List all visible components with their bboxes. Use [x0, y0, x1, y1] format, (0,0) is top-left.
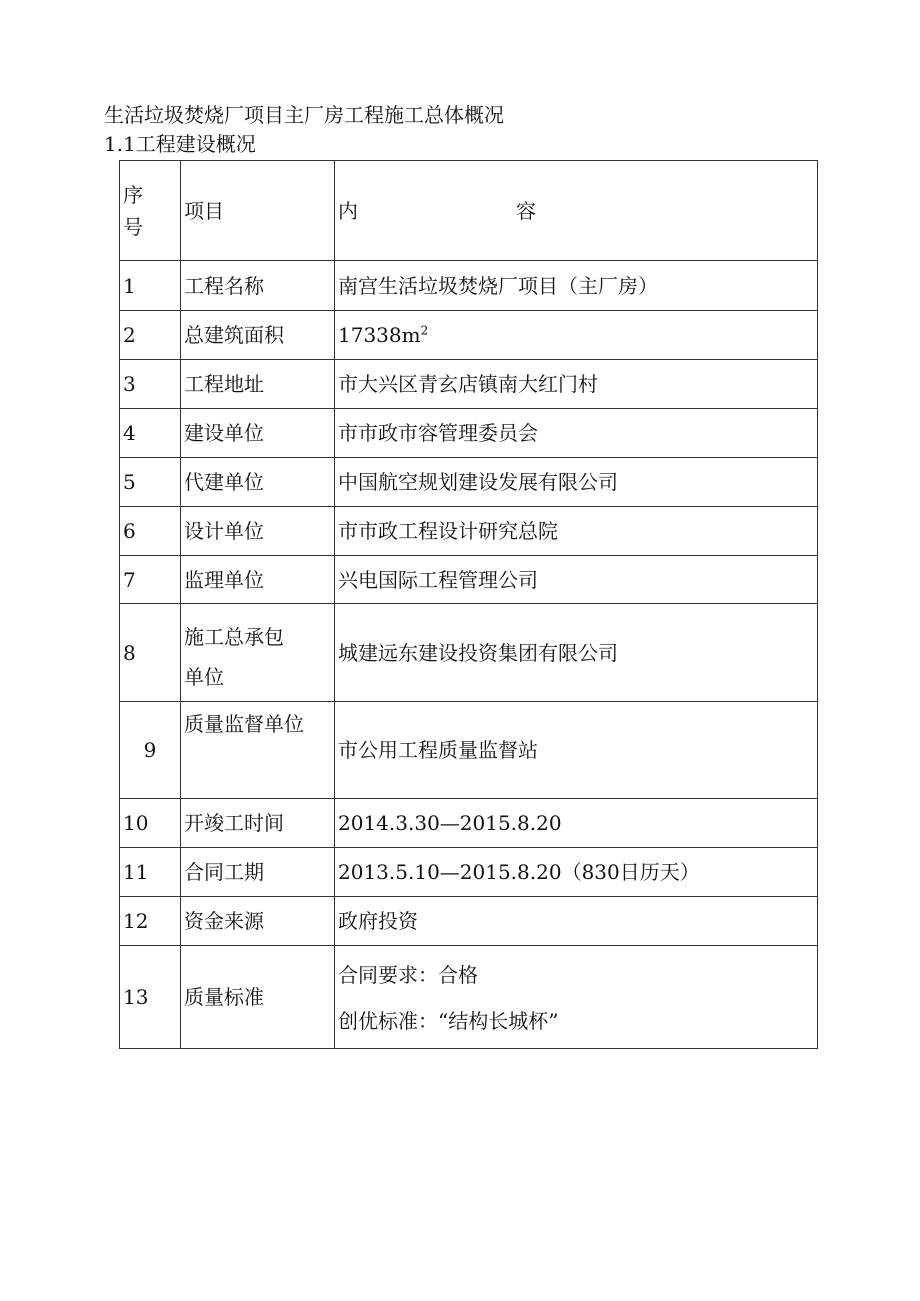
table-row — [120, 311, 818, 360]
row-item: 监理单位 — [181, 556, 335, 604]
table-row — [120, 261, 818, 311]
row-item: 合同工期 — [181, 848, 335, 897]
table-row — [120, 799, 818, 848]
table-row — [120, 848, 818, 897]
row-serial: 13 — [120, 946, 181, 1049]
table-row — [120, 507, 818, 556]
row-content: 政府投资 — [335, 897, 818, 946]
table-row — [120, 946, 818, 1049]
section-heading: 1.1工程建设概况 — [104, 132, 256, 156]
row-content: 2014.3.30—2015.8.20 — [335, 799, 818, 848]
row-content: 市公用工程质量监督站 — [335, 702, 818, 799]
row-serial: 7 — [120, 556, 181, 604]
row-item-line1: 施工总承包 — [184, 624, 284, 649]
row-content: 城建远东建设投资集团有限公司 — [335, 604, 818, 702]
table-row — [120, 409, 818, 458]
row-item: 开竣工时间 — [181, 799, 335, 848]
document-title: 生活垃圾焚烧厂项目主厂房工程施工总体概况 — [104, 103, 504, 127]
table-header-row — [120, 161, 818, 261]
row-serial: 5 — [120, 458, 181, 507]
table-row — [120, 897, 818, 946]
row-serial: 2 — [120, 311, 181, 360]
table-row — [120, 604, 818, 702]
header-item-cell: 项目 — [181, 161, 335, 261]
area-unit-superscript: 2 — [420, 323, 429, 338]
row-content — [335, 311, 818, 360]
row-content: 市市政工程设计研究总院 — [335, 507, 818, 556]
header-content-left: 内 — [338, 198, 358, 223]
row-content: 市市政市容管理委员会 — [335, 409, 818, 458]
table-row — [120, 360, 818, 409]
header-serial-line2: 号 — [123, 214, 143, 239]
row-item: 总建筑面积 — [181, 311, 335, 360]
header-content-cell — [335, 161, 818, 261]
row-item: 代建单位 — [181, 458, 335, 507]
header-serial-cell — [120, 161, 181, 261]
row-content: 中国航空规划建设发展有限公司 — [335, 458, 818, 507]
row-item: 设计单位 — [181, 507, 335, 556]
row-content: 2013.5.10—2015.8.20（830日历天） — [335, 848, 818, 897]
row-item: 质量监督单位 — [181, 702, 335, 799]
row-item-line2: 单位 — [184, 664, 224, 689]
row-serial: 1 — [120, 261, 181, 311]
row-content: 市大兴区青玄店镇南大红门村 — [335, 360, 818, 409]
row-content-line2: 创优标准：“结构长城杯” — [338, 1009, 559, 1033]
row-content: 南宫生活垃圾焚烧厂项目（主厂房） — [335, 261, 818, 311]
row-item: 建设单位 — [181, 409, 335, 458]
row-item: 质量标准 — [181, 946, 335, 1049]
project-overview-table — [119, 160, 818, 1049]
row-item: 工程地址 — [181, 360, 335, 409]
row-serial: 4 — [120, 409, 181, 458]
row-content: 兴电国际工程管理公司 — [335, 556, 818, 604]
row-content — [335, 946, 818, 1049]
row-serial: 10 — [120, 799, 181, 848]
row-serial: 11 — [120, 848, 181, 897]
row-serial: 12 — [120, 897, 181, 946]
row-item: 资金来源 — [181, 897, 335, 946]
header-content-label — [338, 197, 536, 225]
row-item — [181, 604, 335, 702]
table-row — [120, 556, 818, 604]
row-serial: 3 — [120, 360, 181, 409]
table-row — [120, 702, 818, 799]
row-serial: 6 — [120, 507, 181, 556]
header-content-right: 容 — [516, 198, 536, 223]
row-serial: 8 — [120, 604, 181, 702]
row-serial: 9 — [120, 702, 181, 799]
table-row — [120, 458, 818, 507]
area-value: 17338m — [338, 323, 421, 347]
row-item: 工程名称 — [181, 261, 335, 311]
header-serial-line1: 序 — [123, 182, 143, 207]
row-content-line1: 合同要求：合格 — [338, 963, 478, 987]
